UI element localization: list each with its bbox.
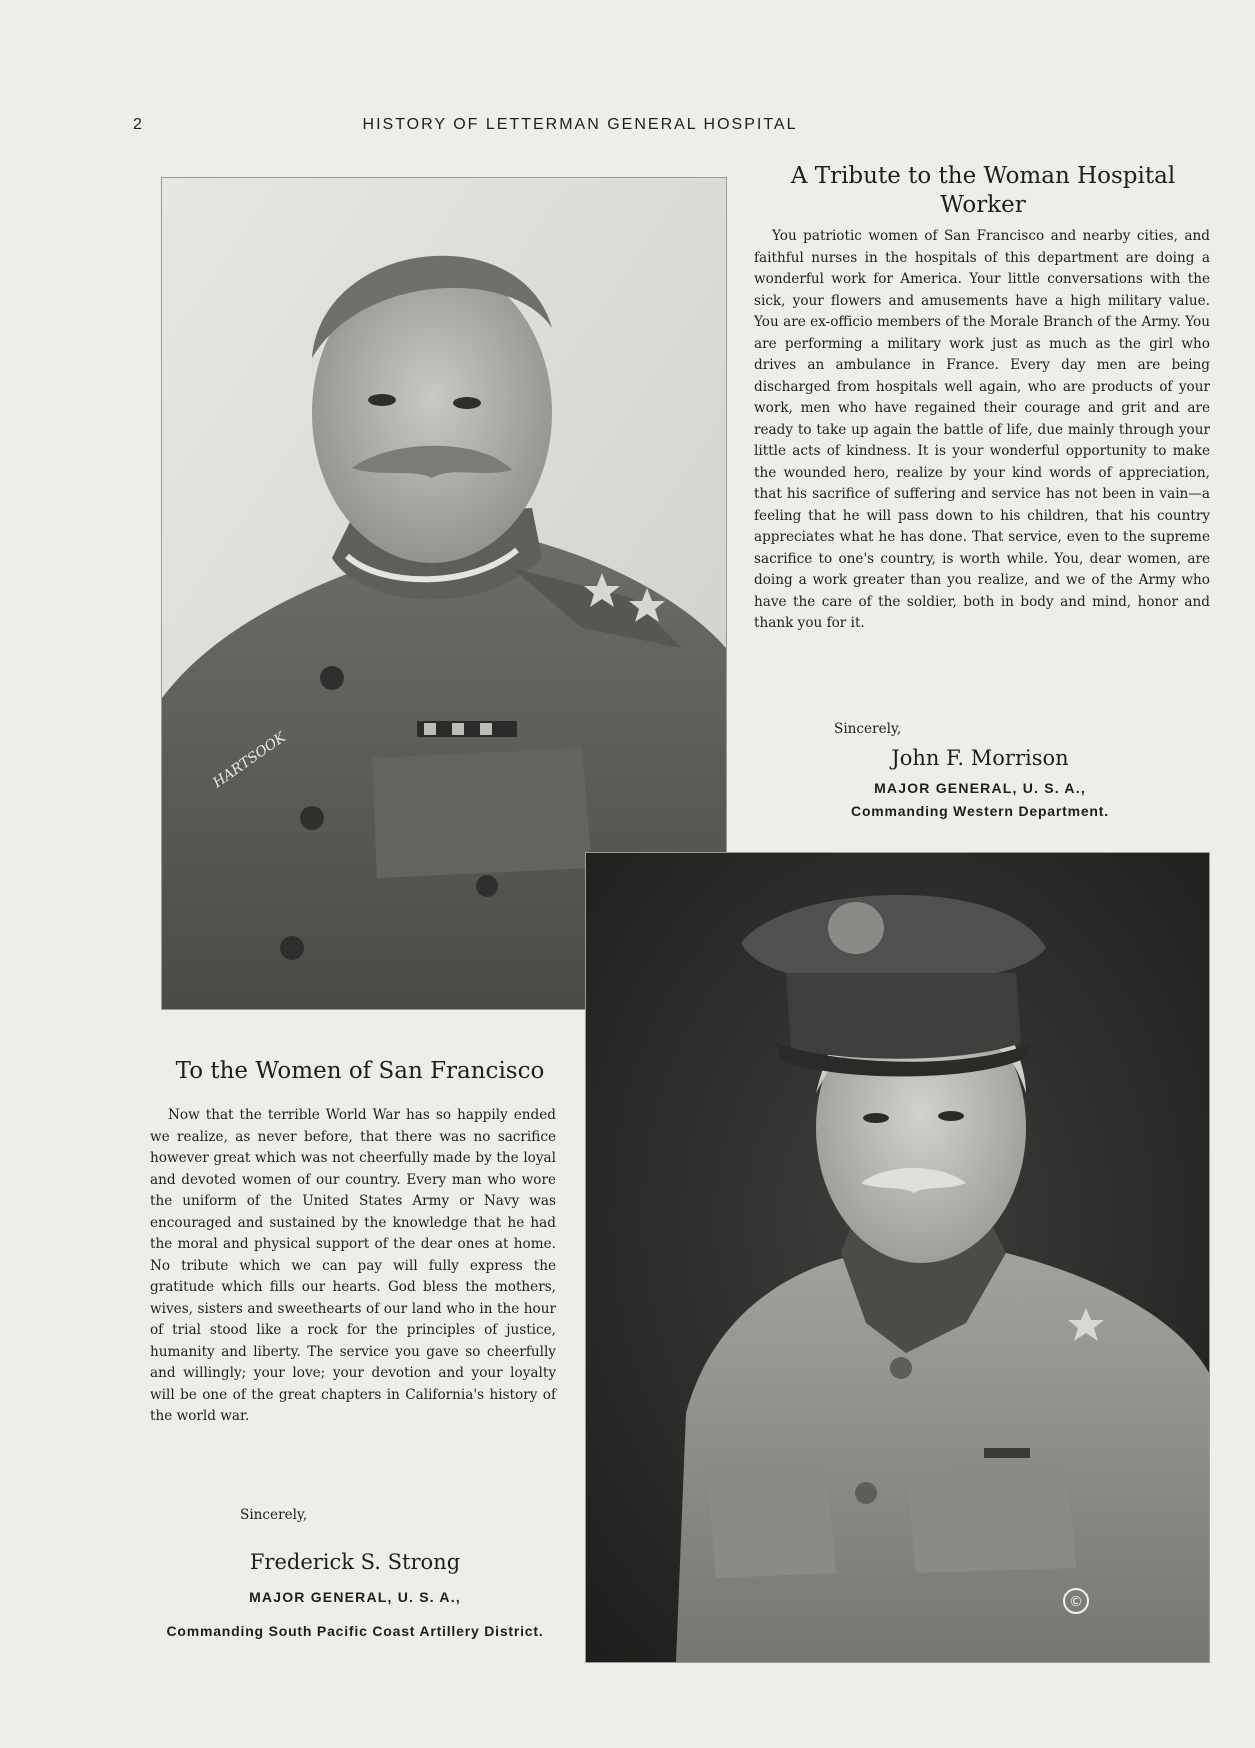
portrait-photo-icon [586, 853, 1209, 1662]
photographer-mark: HARTSOOK [210, 729, 289, 792]
signature-command: Commanding Western Department. [851, 803, 1109, 819]
signature-name: John F. Morrison [891, 746, 1069, 770]
signature-rank: MAJOR GENERAL, U. S. A., [249, 1589, 461, 1605]
article-body-tribute: You patriotic women of San Francisco and nearby cities, and faithful nurses in the hospitals of this department are doing a wonderful work for America. Your little conversations with the sick, your flowers and amusements have a high military value. You are ex-officio members of the Morale Branch of the Army. You are performing a military work just as much as the girl who drives an ambulance in France. Every day men are being discharged from hospitals well again, who are products of your work, men who have regained their courage and grit and are ready to take up again the battle of life, due mainly through your little acts of kindness. It is your wonderful opportunity to make the wounded hero, realize by your kind words of appreciation, that his sacrifice of suffering and service has not been in vain—a feeling that he will pass down to his children, that his country appreciates what he has done. That service, even to the supreme sacrifice to one's country, is worth while. You, dear women, are doing a work greater than you realize, and we of the Army who have the care of the soldier, both in body and mind, honor and thank you for it. [754, 228, 1210, 631]
article-body-women-sf: Now that the terrible World War has so happily ended we realize, as never before, that there was no sacrifice however great which was not cheerfully made by the loyal and devoted women of our country. Every man who wore the uniform of the United States Army or Navy was encouraged and sustained by the knowledge that he had the moral and physical support of the dear ones at home. No tribute which we can pay will fully express the gratitude which fills our hearts. God bless the mothers, wives, sisters and sweethearts of our land who in the hour of trial stood like a rock for the principles of justice, humanity and liberty. The service you gave so cheerfully and willingly; your love; your devotion and your loyalty will be one of the great chapters in California's history of the world war. [150, 1107, 556, 1424]
page-number: 2 [133, 116, 143, 133]
signature-rank: MAJOR GENERAL, U. S. A., [874, 780, 1086, 796]
article-title-women-sf: To the Women of San Francisco [175, 1058, 545, 1084]
signature-command: Commanding South Pacific Coast Artillery District. [166, 1623, 544, 1639]
portrait-photo-bottom [586, 853, 1209, 1662]
article-title-tribute: A Tribute to the Woman Hospital Worker [790, 163, 1176, 218]
signature-name: Frederick S. Strong [249, 1550, 461, 1574]
running-head: HISTORY OF LETTERMAN GENERAL HOSPITAL [362, 116, 798, 133]
copyright-mark: © [1069, 1594, 1083, 1610]
closing-sincerely: Sincerely, [240, 1507, 308, 1523]
closing-sincerely: Sincerely, [834, 721, 902, 737]
